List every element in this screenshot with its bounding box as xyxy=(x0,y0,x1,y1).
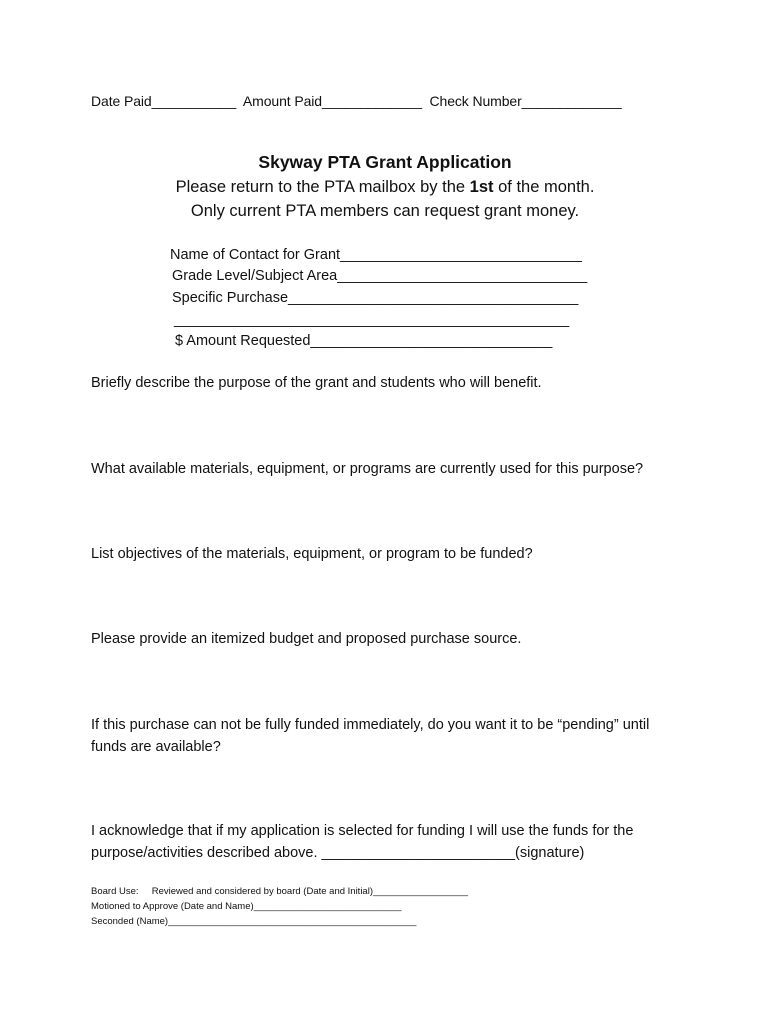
question-purpose: Briefly describe the purpose of the grant and students who will benefit. xyxy=(91,375,542,391)
question-pending-line2: funds are available? xyxy=(91,739,221,755)
subtitle-deadline-bold: 1st xyxy=(469,178,494,196)
subtitle-eligibility: Only current PTA members can request grant money. xyxy=(190,202,580,220)
subtitle-deadline-start: Please return to the PTA mailbox by the xyxy=(175,178,470,196)
board-use-review-line[interactable]: Board Use: Reviewed and considered by board (Date and Initial)__________________ xyxy=(91,886,469,897)
payment-info-line: Date Paid___________ Amount Paid_____________ Check Number_____________ xyxy=(91,93,622,109)
question-pending-line1: If this purchase can not be fully funded immediately, do you want it to be “pending” until xyxy=(91,717,650,733)
specific-purchase-field[interactable]: Specific Purchase____________________________________ xyxy=(172,290,579,306)
contact-name-field[interactable]: Name of Contact for Grant______________________________ xyxy=(170,247,582,263)
acknowledgement-line1: I acknowledge that if my application is selected for funding I will use the funds for the xyxy=(91,823,634,839)
acknowledgement-signature-line[interactable]: purpose/activities described above. ________________________(signature) xyxy=(91,845,585,861)
grade-level-field[interactable]: Grade Level/Subject Area_______________________________ xyxy=(172,268,588,284)
specific-purchase-continuation-field[interactable]: _________________________________________________ xyxy=(174,312,570,328)
question-current-materials: What available materials, equipment, or programs are currently used for this purpose? xyxy=(91,461,644,477)
question-budget: Please provide an itemized budget and proposed purchase source. xyxy=(91,631,522,647)
board-use-motion-line[interactable]: Motioned to Approve (Date and Name)____________________________ xyxy=(91,901,402,912)
question-objectives: List objectives of the materials, equipment, or program to be funded? xyxy=(91,546,533,562)
page-title: Skyway PTA Grant Application xyxy=(258,152,512,172)
subtitle-deadline xyxy=(0,178,770,197)
board-use-seconded-line[interactable]: Seconded (Name)_______________________________________________ xyxy=(91,916,417,927)
subtitle-deadline-end: of the month. xyxy=(493,178,595,196)
amount-requested-field[interactable]: $ Amount Requested______________________________ xyxy=(175,333,553,349)
